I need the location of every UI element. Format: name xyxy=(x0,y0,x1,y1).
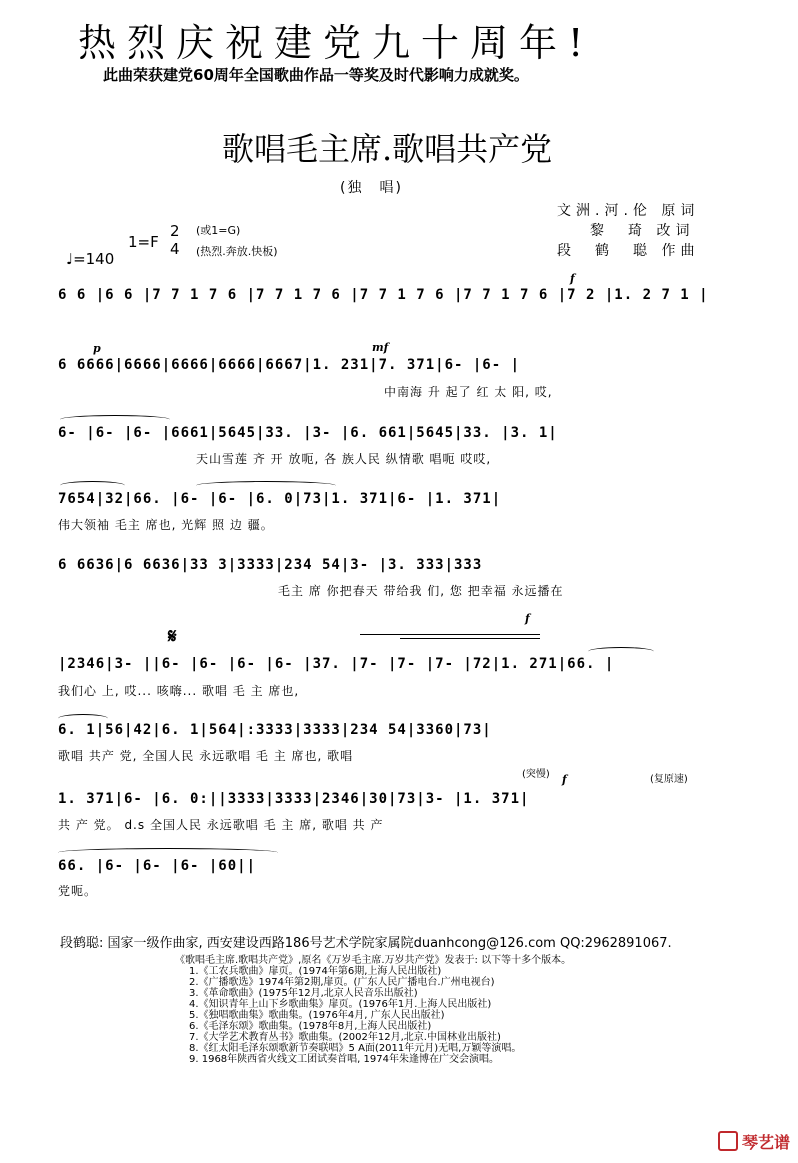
lyric-row: 中南海 升 起了 红 太 阳, 哎, xyxy=(384,385,553,399)
performance-form: (独 唱) xyxy=(340,180,403,196)
dynamic-forte-2: f xyxy=(525,612,530,625)
brand-watermark xyxy=(718,1130,790,1153)
publication-item: 8.《红太阳毛泽东颂歌新节奏联唱》5 A面(2011年元月)无唱,万颖等演唱。 xyxy=(189,1043,522,1054)
composer-info: 段鹤聪: 国家一级作曲家, 西安建设西路186号艺术学院家属院duanhcong@126.com QQ:2962891067. xyxy=(60,936,672,951)
dynamic-mezzo-forte: mf xyxy=(372,341,389,354)
notation-row: 1. 371|6- |6. 0:||3333|3333|2346|30|73|3- |1. 371| xyxy=(58,791,530,807)
publication-item: 7.《大学艺术教育丛书》歌曲集。(2002年12月,北京.中国林业出版社) xyxy=(189,1032,501,1043)
notation-row: 7654|32|66. |6- |6- |6. 0|73|1. 371|6- |1. 371| xyxy=(58,491,502,507)
publication-item: 9. 1968年陕西省火线文工团试奏首唱, 1974年朱逢博在广交会演唱。 xyxy=(189,1054,499,1065)
slur-arc xyxy=(58,714,108,723)
style-marking: (热烈.奔放.快板) xyxy=(196,245,278,258)
lyric-row: 天山雪莲 齐 开 放呃, 各 族人民 纵情歌 唱呃 哎哎, xyxy=(196,452,492,466)
notation-row: 6 6636|6 6636|33 3|3333|234 54|3- |3. 333|333 xyxy=(58,557,483,573)
brand-name: 琴艺谱 xyxy=(741,1133,790,1152)
publication-item: 6.《毛泽东颂》歌曲集。(1978年8月,上海人民出版社) xyxy=(189,1021,432,1032)
notation-row: 6. 1|56|42|6. 1|564|:3333|3333|234 54|3360|73| xyxy=(58,722,492,738)
credit-composer: 段 鹤 聪 作曲 xyxy=(557,243,700,259)
slur-arc xyxy=(60,481,125,490)
dynamic-forte-1: f xyxy=(570,272,575,285)
song-title: 歌唱毛主席.歌唱共产党 xyxy=(222,130,553,168)
slur-arc xyxy=(60,415,170,424)
publication-list xyxy=(175,955,571,1065)
lyric-row: 我们心 上, 哎... 咳嗨... 歌唱 毛 主 席也, xyxy=(58,684,300,698)
lyric-row: 共 产 党。 d.s 全国人民 永远歌唱 毛 主 席, 歌唱 共 产 xyxy=(58,818,384,832)
publication-item: 5.《独唱歌曲集》歌曲集。(1976年4月, 广东人民出版社) xyxy=(189,1010,445,1021)
crescendo-line xyxy=(400,638,540,639)
publication-item: 3.《革命歌曲》(1975年12月,北京人民音乐出版社) xyxy=(189,988,418,999)
slur-arc xyxy=(588,647,654,656)
publication-item: 4.《知识青年上山下乡歌曲集》扉页。(1976年1月.上海人民出版社) xyxy=(189,999,492,1010)
alternate-key: (或1=G) xyxy=(196,224,241,237)
time-signature-top: 2 xyxy=(170,222,180,240)
time-signature-bottom: 4 xyxy=(170,240,180,258)
publication-item: 1.《工农兵歌曲》扉页。(1974年第6期,上海人民出版社) xyxy=(189,966,442,977)
award-note: 此曲荣获建党60周年全国歌曲作品一等奖及时代影响力成就奖。 xyxy=(103,66,529,84)
notation-row: 6 6666|6666|6666|6666|6667|1. 231|7. 371|6- |6- | xyxy=(58,357,521,373)
lyric-row: 歌唱 共产 党, 全国人民 永远歌唱 毛 主 席也, 歌唱 xyxy=(58,749,354,763)
headline: 热烈庆祝建党九十周年! xyxy=(78,21,595,65)
slur-arc xyxy=(196,481,336,490)
lyric-row: 毛主 席 你把春天 带给我 们, 您 把幸福 永远播在 xyxy=(278,584,564,598)
tempo-restore-mark: (复原速) xyxy=(650,774,688,785)
credit-lyrics-original: 文洲.河.伦 原词 xyxy=(557,203,700,219)
tempo-marking: ♩=140 xyxy=(66,250,115,268)
publication-item: 2.《广播歌选》1974年第2期,扉页。(广东人民广播电台.广州电视台) xyxy=(189,977,495,988)
dynamic-forte-3: f xyxy=(562,773,567,786)
crescendo-line xyxy=(360,634,540,635)
dynamic-piano: p xyxy=(93,342,101,355)
notation-row: 6 6 |6 6 |7 7 1 7 6 |7 7 1 7 6 |7 7 1 7 6 |7 7 1 7 6 |7 2 |1. 2 7 1 | xyxy=(58,287,709,303)
lyric-row: 伟大领袖 毛主 席也, 光辉 照 边 疆。 xyxy=(58,518,274,532)
segno-sign: 𝄋 xyxy=(168,624,177,648)
credit-lyrics-revised: 黎 琦 改词 xyxy=(590,223,695,239)
slur-arc xyxy=(58,848,278,857)
key-signature: 1=F xyxy=(128,233,159,251)
notation-row: 6- |6- |6- |6661|5645|33. |3- |6. 661|5645|33. |3. 1| xyxy=(58,425,558,441)
publication-intro: 《歌唱毛主席.歌唱共产党》,原名《万岁毛主席.万岁共产党》发表于: 以下等十多个版本。 xyxy=(175,955,572,966)
notation-row: 66. |6- |6- |6- |60|| xyxy=(58,858,257,874)
brand-logo-icon xyxy=(718,1131,738,1151)
tempo-slow-mark: (突慢) xyxy=(522,769,550,780)
notation-row: |2346|3- ||6- |6- |6- |6- |37. |7- |7- |7- |72|1. 271|66. | xyxy=(58,656,615,672)
lyric-row: 党呃。 xyxy=(58,884,98,898)
